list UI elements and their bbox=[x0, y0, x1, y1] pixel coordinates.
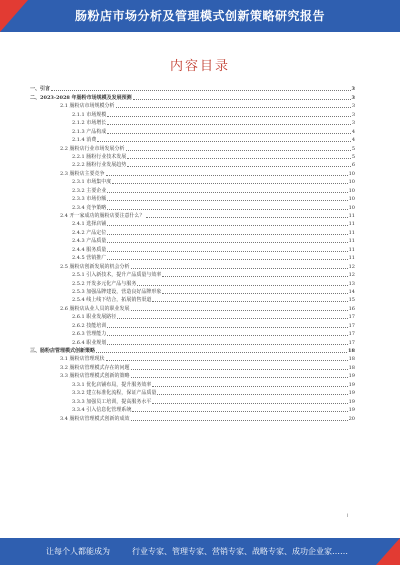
toc-entry-label: 2.6.2 技能培训 bbox=[72, 322, 107, 329]
toc-entry[interactable] bbox=[30, 379, 355, 387]
toc-entry-page: 20 bbox=[348, 415, 355, 422]
toc-entry-label: 2.2 肠粉店行业市场发展分析 bbox=[60, 145, 125, 152]
toc-entry[interactable] bbox=[30, 185, 355, 193]
table-of-contents bbox=[30, 84, 355, 422]
toc-entry-page: 14 bbox=[348, 288, 355, 295]
toc-entry-label: 三、肠粉店管理模式创新策略 bbox=[30, 348, 96, 354]
toc-entry-label: 3.3.3 加强员工培训，提高服务水平 bbox=[72, 398, 152, 405]
toc-entry-label: 2.4 开一家成功的肠粉店要注意什么？ bbox=[60, 213, 145, 219]
toc-entry[interactable] bbox=[30, 244, 355, 252]
header-banner bbox=[0, 0, 400, 32]
toc-entry[interactable] bbox=[30, 346, 355, 354]
toc-leader-dots bbox=[107, 241, 347, 243]
toc-leader-dots bbox=[107, 199, 347, 201]
toc-entry-label: 2.4.1 选择店铺 bbox=[72, 221, 107, 228]
toc-entry-page: 13 bbox=[348, 280, 355, 287]
toc-leader-dots bbox=[127, 165, 351, 167]
toc-entry-label: 2.5.2 开发多元化产品与服务 bbox=[72, 280, 137, 287]
toc-leader-dots bbox=[107, 123, 351, 125]
toc-leader-dots bbox=[133, 98, 351, 100]
toc-entry-label: 3.3 肠粉店管理模式创新的策略 bbox=[60, 373, 130, 380]
toc-entry-label: 2.5.3 加强品牌建设，营造良好品牌形象 bbox=[72, 288, 162, 295]
toc-entry[interactable] bbox=[30, 354, 355, 362]
toc-entry-page: 12 bbox=[348, 263, 355, 270]
toc-entry[interactable] bbox=[30, 219, 355, 227]
toc-entry-page: 4 bbox=[351, 137, 355, 144]
toc-leader-dots bbox=[107, 132, 351, 134]
toc-leader-dots bbox=[107, 334, 347, 336]
toc-entry-page: 18 bbox=[348, 356, 355, 363]
footer-red-corner bbox=[376, 538, 400, 565]
toc-entry-page: 11 bbox=[348, 238, 355, 245]
toc-leader-dots bbox=[131, 368, 348, 370]
toc-leader-dots bbox=[97, 140, 351, 142]
toc-leader-dots bbox=[106, 359, 348, 361]
toc-entry[interactable] bbox=[30, 227, 355, 235]
toc-entry-label: 3.2 肠粉店管理模式存在的问题 bbox=[60, 364, 130, 371]
toc-leader-dots bbox=[152, 385, 347, 387]
toc-entry[interactable] bbox=[30, 371, 355, 379]
toc-leader-dots bbox=[152, 402, 347, 404]
toc-entry-page: 11 bbox=[348, 221, 355, 228]
toc-entry-label: 3.1 肠粉店管理现状 bbox=[60, 356, 105, 363]
toc-entry-label: 2.3 肠粉店主要竞争 bbox=[60, 170, 105, 177]
toc-entry[interactable] bbox=[30, 177, 355, 185]
toc-entry-label: 3.3.2 建立标准化流程，保证产品质量 bbox=[72, 390, 157, 397]
toc-entry-page: 3 bbox=[351, 94, 355, 101]
toc-entry-page: 10 bbox=[348, 196, 355, 203]
toc-leader-dots bbox=[107, 191, 347, 193]
toc-entry-label: 2.4.2 产品定位 bbox=[72, 229, 107, 236]
toc-entry[interactable] bbox=[30, 143, 355, 151]
toc-leader-dots bbox=[107, 250, 347, 252]
footer-slogan-left: 让每个人都能成为 bbox=[46, 547, 110, 556]
toc-entry-page: 17 bbox=[348, 339, 355, 346]
toc-title: 内容目录 bbox=[169, 59, 230, 74]
page-number: I bbox=[346, 513, 348, 518]
toc-entry-label: 一、引言 bbox=[30, 86, 51, 93]
toc-leader-dots bbox=[112, 182, 347, 184]
toc-entry-label: 2.3.3 市场份额 bbox=[72, 196, 107, 203]
toc-entry[interactable] bbox=[30, 109, 355, 117]
toc-entry-label: 2.4.3 产品质量 bbox=[72, 238, 107, 245]
toc-entry-page: 3 bbox=[351, 86, 355, 93]
toc-entry[interactable] bbox=[30, 329, 355, 337]
toc-entry[interactable] bbox=[30, 211, 355, 219]
toc-entry-label: 2.1.4 消费 bbox=[72, 137, 97, 144]
toc-leader-dots bbox=[137, 284, 347, 286]
toc-entry-label: 2.1.3 产品构成 bbox=[72, 128, 107, 135]
toc-entry-label: 2.6.3 管理能力 bbox=[72, 331, 107, 338]
toc-entry-page: 19 bbox=[348, 381, 355, 388]
toc-entry-page: 4 bbox=[351, 128, 355, 135]
toc-entry[interactable] bbox=[30, 303, 355, 311]
toc-leader-dots bbox=[106, 174, 348, 176]
toc-entry-page: 17 bbox=[348, 314, 355, 321]
toc-entry-page: 15 bbox=[348, 297, 355, 304]
toc-leader-dots bbox=[107, 326, 347, 328]
toc-entry[interactable] bbox=[30, 126, 355, 134]
toc-entry-page: 6 bbox=[351, 162, 355, 169]
toc-entry-page: 10 bbox=[348, 179, 355, 186]
toc-entry-page: 11 bbox=[348, 229, 355, 236]
toc-entry[interactable] bbox=[30, 295, 355, 303]
toc-entry-label: 2.2.2 肠粉行业发展趋势 bbox=[72, 162, 127, 169]
toc-leader-dots bbox=[132, 410, 347, 412]
toc-entry[interactable] bbox=[30, 337, 355, 345]
toc-entry-label: 2.1.2 市场增长 bbox=[72, 120, 107, 127]
toc-entry[interactable] bbox=[30, 388, 355, 396]
toc-entry[interactable] bbox=[30, 396, 355, 404]
toc-leader-dots bbox=[116, 106, 351, 108]
toc-entry[interactable] bbox=[30, 135, 355, 143]
toc-entry[interactable] bbox=[30, 312, 355, 320]
toc-entry-page: 16 bbox=[348, 305, 355, 312]
toc-entry-label: 二、2023-2028 年肠粉市场规模及发展预测 bbox=[30, 94, 132, 101]
toc-leader-dots bbox=[131, 267, 348, 269]
toc-entry-page: 17 bbox=[348, 331, 355, 338]
toc-entry-page: 17 bbox=[348, 322, 355, 329]
toc-entry-page: 3 bbox=[351, 103, 355, 110]
toc-leader-dots bbox=[131, 309, 348, 311]
toc-entry[interactable] bbox=[30, 236, 355, 244]
toc-entry-page: 19 bbox=[348, 398, 355, 405]
toc-entry-page: 18 bbox=[348, 348, 355, 354]
toc-entry[interactable] bbox=[30, 261, 355, 269]
toc-leader-dots bbox=[146, 216, 348, 218]
toc-entry-label: 2.1 肠粉店市场规模分析 bbox=[60, 103, 115, 110]
toc-leader-dots bbox=[162, 275, 347, 277]
toc-entry-label: 2.3.1 市场集中度 bbox=[72, 179, 112, 186]
toc-entry-page: 19 bbox=[348, 373, 355, 380]
toc-entry[interactable] bbox=[30, 84, 355, 92]
toc-leader-dots bbox=[107, 343, 347, 345]
toc-entry-page: 10 bbox=[348, 204, 355, 211]
toc-leader-dots bbox=[131, 376, 348, 378]
toc-entry-page: 3 bbox=[351, 120, 355, 127]
toc-leader-dots bbox=[107, 115, 351, 117]
toc-entry[interactable] bbox=[30, 152, 355, 160]
toc-entry-page: 19 bbox=[348, 390, 355, 397]
toc-entry-label: 3.4 肠粉店管理模式创新的成效 bbox=[60, 415, 130, 422]
toc-entry-label: 2.3.2 主要企业 bbox=[72, 187, 107, 194]
toc-entry-page: 19 bbox=[348, 407, 355, 414]
toc-entry[interactable] bbox=[30, 160, 355, 168]
toc-entry[interactable] bbox=[30, 320, 355, 328]
toc-entry[interactable] bbox=[30, 278, 355, 286]
toc-entry-label: 2.5.4 线上线下结合，拓展销售渠道 bbox=[72, 297, 152, 304]
toc-leader-dots bbox=[107, 224, 347, 226]
toc-entry[interactable] bbox=[30, 101, 355, 109]
toc-entry[interactable] bbox=[30, 270, 355, 278]
toc-entry[interactable] bbox=[30, 413, 355, 421]
toc-entry-label: 2.5 肠粉店创新发展的机会分析 bbox=[60, 263, 130, 270]
toc-leader-dots bbox=[152, 300, 347, 302]
toc-entry-label: 2.4.5 营销推广 bbox=[72, 255, 107, 262]
document-title: 肠粉店市场分析及管理模式创新策略研究报告 bbox=[74, 9, 325, 23]
toc-leader-dots bbox=[131, 419, 348, 421]
toc-entry-label: 2.1.1 市场规模 bbox=[72, 111, 107, 118]
toc-entry-page: 10 bbox=[348, 187, 355, 194]
toc-entry-label: 2.6.4 职业规划 bbox=[72, 339, 107, 346]
toc-leader-dots bbox=[107, 208, 347, 210]
toc-entry[interactable] bbox=[30, 202, 355, 210]
toc-entry-label: 3.3.4 引入信息化管理系统 bbox=[72, 407, 132, 414]
toc-entry-label: 2.3.4 竞争策略 bbox=[72, 204, 107, 211]
toc-entry-page: 5 bbox=[351, 153, 355, 160]
toc-entry-page: 18 bbox=[348, 364, 355, 371]
toc-leader-dots bbox=[107, 233, 347, 235]
toc-entry[interactable] bbox=[30, 168, 355, 176]
toc-entry-page: 11 bbox=[348, 246, 355, 253]
toc-entry-label: 2.4.4 服务质量 bbox=[72, 246, 107, 253]
toc-entry-page: 3 bbox=[351, 111, 355, 118]
footer-slogan-right: 行业专家、管理专家、营销专家、战略专家、成功企业家…… bbox=[132, 547, 348, 556]
toc-entry-page: 11 bbox=[348, 255, 355, 262]
toc-entry[interactable] bbox=[30, 287, 355, 295]
toc-entry[interactable] bbox=[30, 194, 355, 202]
toc-entry-label: 2.2.1 肠粉行业技术发展 bbox=[72, 153, 127, 160]
toc-entry[interactable] bbox=[30, 253, 355, 261]
toc-entry[interactable] bbox=[30, 92, 355, 100]
toc-leader-dots bbox=[126, 149, 351, 151]
toc-leader-dots bbox=[117, 317, 347, 319]
toc-entry-page: 10 bbox=[348, 170, 355, 177]
toc-entry[interactable] bbox=[30, 362, 355, 370]
toc-entry-page: 5 bbox=[351, 145, 355, 152]
toc-leader-dots bbox=[162, 292, 347, 294]
toc-leader-dots bbox=[127, 157, 351, 159]
toc-leader-dots bbox=[51, 89, 351, 91]
toc-leader-dots bbox=[96, 351, 347, 353]
toc-entry-label: 2.5.1 引入新技术，提升产品质量与效率 bbox=[72, 272, 162, 279]
toc-entry[interactable] bbox=[30, 118, 355, 126]
toc-entry-label: 3.3.1 优化店铺布局，提升服务效率 bbox=[72, 381, 152, 388]
toc-entry-page: 12 bbox=[348, 272, 355, 279]
footer-banner bbox=[0, 538, 400, 565]
toc-leader-dots bbox=[107, 258, 347, 260]
toc-entry-label: 2.6 肠粉店从业人员的职业发展 bbox=[60, 305, 130, 312]
toc-leader-dots bbox=[157, 393, 347, 395]
toc-entry-page: 11 bbox=[348, 213, 355, 219]
toc-entry-label: 2.6.1 职业发展路径 bbox=[72, 314, 117, 321]
toc-entry[interactable] bbox=[30, 405, 355, 413]
